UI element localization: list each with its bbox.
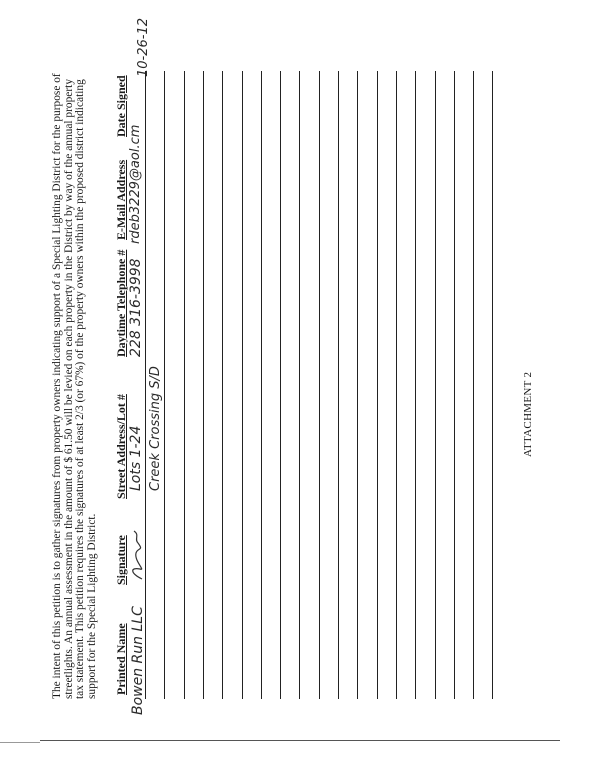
entry-telephone: 228 316-3998 — [128, 258, 144, 357]
signature-row-line — [242, 71, 243, 699]
attachment-label: ATTACHMENT 2 — [522, 371, 534, 457]
signature-row-line — [338, 71, 339, 699]
entry-printed-name: Bowen Run LLC — [130, 606, 146, 715]
signature-row-line — [203, 71, 204, 699]
entry-date-signed: 10-26-12 — [136, 17, 151, 77]
signature-row-line — [357, 71, 358, 699]
signature-row-line — [415, 71, 416, 699]
signature-row-line — [435, 71, 436, 699]
signature-row-line — [492, 71, 493, 699]
signature-row-line — [454, 71, 455, 699]
signature-row-line — [319, 71, 320, 699]
signature-row-line — [145, 71, 146, 699]
scan-edge-line-left — [0, 742, 40, 743]
signature-row-line — [280, 71, 281, 699]
entry-street-address-line1: Lots 1-24 — [128, 425, 144, 491]
signature-row-line — [261, 71, 262, 699]
header-email: E-Mail Address — [114, 159, 128, 240]
header-printed-name: Printed Name — [114, 623, 128, 695]
signature-scribble — [128, 529, 146, 581]
signature-row-line — [222, 71, 223, 699]
signature-row-line — [473, 71, 474, 699]
entry-email: rdeb3229@aol.cm — [128, 124, 143, 244]
signature-row-line — [396, 71, 397, 699]
signature-row-line — [164, 71, 165, 699]
entry-street-address-line2: Creek Crossing S/D — [148, 366, 163, 491]
signature-row-line — [299, 71, 300, 699]
header-daytime-telephone: Daytime Telephone # — [114, 249, 128, 357]
header-street-address: Street Address/Lot # — [114, 394, 128, 499]
signature-row-line — [184, 71, 185, 699]
header-date-signed: Date Signed — [114, 75, 128, 137]
header-signature: Signature — [114, 535, 128, 585]
signature-row-line — [377, 71, 378, 699]
petition-intro-text: The intent of this petition is to gather signatures from property owners indicating support of a Special Lighting District for the purpose of streetlights. An annual assessment in the amount of $ 61.50 will be levied on each property in the District by way of the annual property tax statement. This petition requires the signatures of at least 2/3 (or 67%) of the property owners within the proposed district indicating support for the Special Lighting District. — [51, 73, 98, 699]
scan-edge-line — [40, 740, 560, 741]
